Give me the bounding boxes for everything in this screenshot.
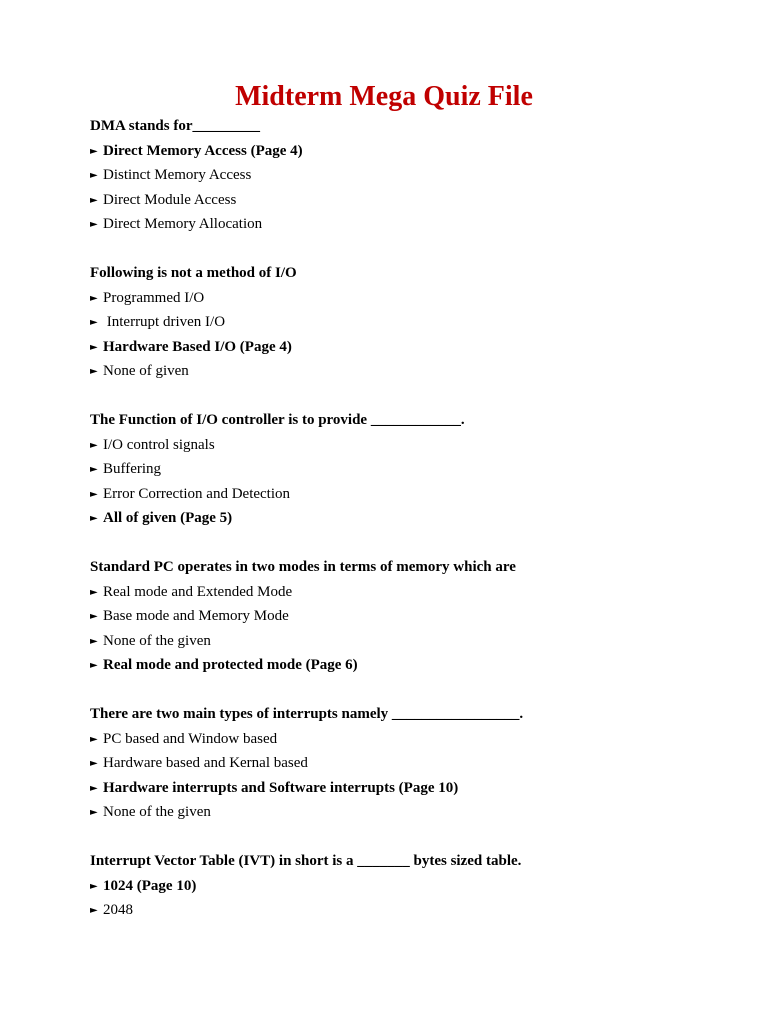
option xyxy=(90,604,710,629)
arrow-bullet-icon: ► xyxy=(90,513,98,524)
option-label: Direct Memory Access (Page 4) xyxy=(103,142,303,159)
option-correct xyxy=(90,139,710,164)
question-text: The Function of I/O controller is to provide ____________. xyxy=(90,412,465,428)
option-label: Programmed I/O xyxy=(103,289,205,306)
arrow-bullet-icon: ► xyxy=(90,758,98,769)
option xyxy=(90,163,710,188)
option-correct xyxy=(90,776,710,801)
option-label: Distinct Memory Access xyxy=(103,167,252,183)
arrow-bullet-icon: ► xyxy=(90,611,98,622)
arrow-bullet-icon: ► xyxy=(90,635,98,647)
option-label: Real mode and Extended Mode xyxy=(103,583,293,600)
arrow-bullet-icon: ► xyxy=(90,782,98,794)
option-correct xyxy=(90,874,710,899)
option xyxy=(90,898,710,923)
option xyxy=(90,482,710,507)
option-correct xyxy=(90,506,710,531)
option xyxy=(90,580,710,605)
option-label: Error Correction and Detection xyxy=(103,485,291,502)
question-block xyxy=(90,408,710,531)
option xyxy=(90,800,710,825)
question-block xyxy=(90,261,710,384)
question-block xyxy=(90,114,710,237)
question-text: Interrupt Vector Table (IVT) in short is a _______ bytes sized table. xyxy=(90,853,522,869)
option-label: Hardware interrupts and Software interrupts (Page 10) xyxy=(103,779,459,796)
arrow-bullet-icon: ► xyxy=(90,733,98,745)
arrow-bullet-icon: ► xyxy=(90,586,98,598)
option-label: I/O control signals xyxy=(103,436,215,453)
option xyxy=(90,457,710,482)
option-label: 2048 xyxy=(103,902,133,918)
question-text: Following is not a method of I/O xyxy=(90,265,297,281)
question-block xyxy=(90,849,710,923)
option xyxy=(90,212,710,237)
page-title: Midterm Mega Quiz File xyxy=(235,81,533,112)
option xyxy=(90,727,710,752)
arrow-bullet-icon: ► xyxy=(90,194,98,206)
arrow-bullet-icon: ► xyxy=(90,292,98,304)
option-label: PC based and Window based xyxy=(103,730,278,747)
option xyxy=(90,359,710,384)
option xyxy=(90,310,710,335)
option-correct xyxy=(90,653,710,678)
option xyxy=(90,629,710,654)
option-label: Buffering xyxy=(103,461,162,477)
option xyxy=(90,433,710,458)
arrow-bullet-icon: ► xyxy=(90,366,98,377)
option-label: Interrupt driven I/O xyxy=(103,314,226,330)
arrow-bullet-icon: ► xyxy=(90,170,98,181)
option-label: Direct Memory Allocation xyxy=(103,216,263,232)
arrow-bullet-icon: ► xyxy=(90,660,98,671)
question-text: Standard PC operates in two modes in terms of memory which are xyxy=(90,559,516,575)
option xyxy=(90,751,710,776)
arrow-bullet-icon: ► xyxy=(90,341,98,353)
option xyxy=(90,286,710,311)
arrow-bullet-icon: ► xyxy=(90,145,98,157)
arrow-bullet-icon: ► xyxy=(90,880,98,892)
option-label: 1024 (Page 10) xyxy=(103,877,197,894)
option-correct xyxy=(90,335,710,360)
option-label: Direct Module Access xyxy=(103,191,237,208)
option xyxy=(90,188,710,213)
arrow-bullet-icon: ► xyxy=(90,807,98,818)
option-label: Hardware Based I/O (Page 4) xyxy=(103,338,292,355)
arrow-bullet-icon: ► xyxy=(90,905,98,916)
option-label: None of the given xyxy=(103,632,211,649)
arrow-bullet-icon: ► xyxy=(90,219,98,230)
option-label: Hardware based and Kernal based xyxy=(103,755,308,771)
question-block xyxy=(90,555,710,678)
arrow-bullet-icon: ► xyxy=(90,317,98,328)
option-label: All of given (Page 5) xyxy=(103,510,233,526)
option-label: Base mode and Memory Mode xyxy=(103,608,289,624)
question-block xyxy=(90,702,710,825)
option-label: Real mode and protected mode (Page 6) xyxy=(103,657,358,673)
question-text: DMA stands for_________ xyxy=(90,118,261,134)
option-label: None of given xyxy=(103,363,189,379)
arrow-bullet-icon: ► xyxy=(90,488,98,500)
arrow-bullet-icon: ► xyxy=(90,464,98,475)
arrow-bullet-icon: ► xyxy=(90,439,98,451)
question-text: There are two main types of interrupts namely _________________. xyxy=(90,706,524,722)
option-label: None of the given xyxy=(103,804,211,820)
quiz-content xyxy=(90,114,710,947)
